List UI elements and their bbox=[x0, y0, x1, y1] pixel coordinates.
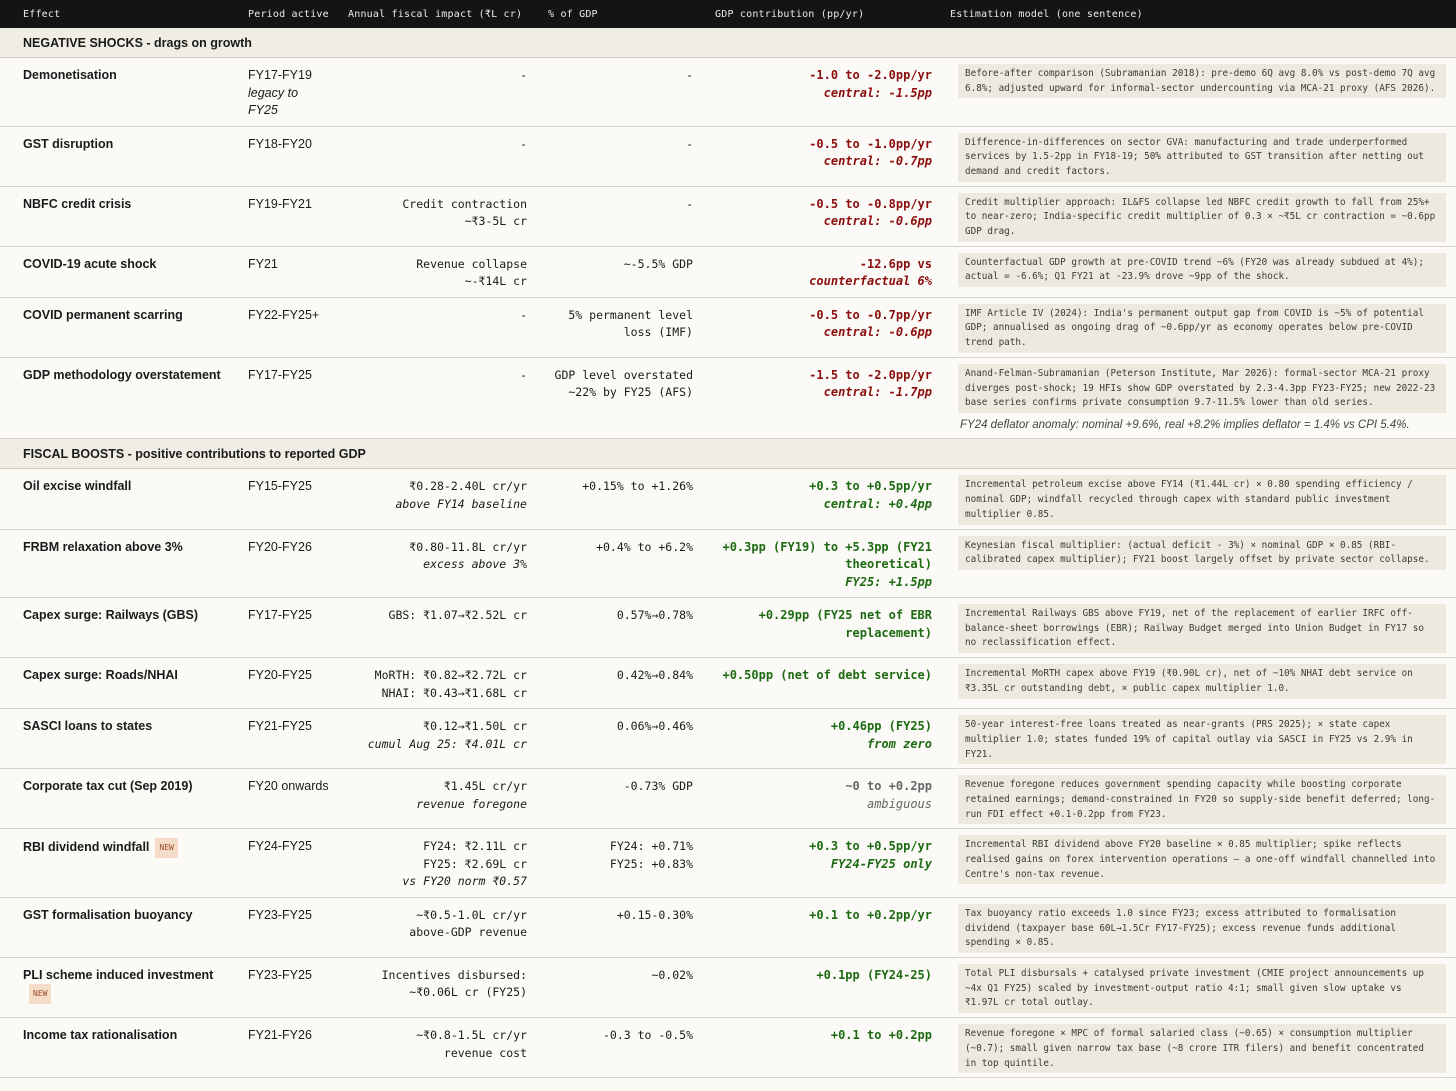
impact-note: ~-₹14L cr bbox=[464, 274, 527, 289]
period-text: FY20-FY25 bbox=[248, 668, 312, 683]
period-note: legacy to FY25 bbox=[248, 85, 299, 117]
new-badge: NEW bbox=[29, 984, 51, 1004]
impact-cell bbox=[337, 957, 537, 1017]
model-cell bbox=[940, 58, 1456, 127]
estimation-model-text: Credit multiplier approach: IL&FS collapse led NBFC credit growth to fall from 25%+ to near-zero; India-specific credit multiplier of 0.3 × ~₹5L cr contraction = ~0.6pp GDP drag. bbox=[958, 193, 1446, 242]
model-cell bbox=[940, 357, 1456, 439]
impact-cell bbox=[337, 297, 537, 357]
model-cell bbox=[940, 469, 1456, 529]
period-cell bbox=[237, 658, 337, 709]
period-cell bbox=[237, 246, 337, 297]
model-cell bbox=[940, 246, 1456, 297]
impact-cell bbox=[337, 709, 537, 769]
table-row bbox=[0, 469, 1456, 529]
gdp-contribution-cell bbox=[703, 658, 940, 709]
period-text: FY22-FY25+ bbox=[248, 307, 320, 322]
estimation-model-text: Incremental MoRTH capex above FY19 (₹0.90L cr), net of ~10% NHAI debt service on ₹3.35L cr outstanding debt, × public capex multiplier 1.0. bbox=[958, 664, 1446, 698]
gdp-contribution-value: +0.50pp (net of debt service) bbox=[722, 668, 932, 683]
impact-value: Incentives disbursed: bbox=[381, 967, 527, 982]
gdp-contribution-value: +0.1 to +0.2pp bbox=[830, 1028, 932, 1043]
section-header bbox=[0, 439, 1456, 469]
period-text: FY15-FY25 bbox=[248, 479, 312, 494]
impact-cell bbox=[337, 829, 537, 898]
period-text: FY20-FY26 bbox=[248, 539, 312, 554]
section-title: NEGATIVE SHOCKS - drags on growth bbox=[0, 28, 1456, 58]
impact-value: ₹0.80-11.8L cr/yr bbox=[409, 539, 527, 554]
pct-gdp-cell bbox=[537, 897, 703, 957]
pct-gdp-value: 0.57%→0.78% bbox=[616, 608, 693, 623]
impact-value: ₹0.28-2.40L cr/yr bbox=[409, 479, 527, 494]
deflator-note: FY24 deflator anomaly: nominal +9.6%, real +8.2% implies deflator = 1.4% vs CPI 5.4%. bbox=[960, 418, 1410, 431]
estimation-model-text: Tax buoyancy ratio exceeds 1.0 since FY23; excess attributed to formalisation dividend (taxpayer base 60L→1.5Cr FY17-FY25); excess revenue funds additional spending × 0.85. bbox=[958, 904, 1446, 953]
gdp-contribution-cell bbox=[703, 246, 940, 297]
period-cell bbox=[237, 357, 337, 439]
pct-gdp-cell bbox=[537, 246, 703, 297]
pct-gdp-value: - bbox=[686, 68, 693, 82]
pct-gdp-cell bbox=[537, 357, 703, 439]
table-row bbox=[0, 769, 1456, 829]
new-badge: NEW bbox=[155, 838, 177, 858]
gdp-contribution-cell bbox=[703, 829, 940, 898]
effect-cell bbox=[0, 126, 237, 186]
gdp-contribution-cell bbox=[703, 297, 940, 357]
model-cell bbox=[940, 529, 1456, 598]
estimation-model-text: Counterfactual GDP growth at pre-COVID trend ~6% (FY20 was already subdued at 4%); actual = -6.6%; Q1 FY21 at -23.9% drove ~9pp of the shock. bbox=[958, 253, 1446, 287]
effect-name: Corporate tax cut (Sep 2019) bbox=[23, 779, 193, 794]
effect-cell bbox=[0, 469, 237, 529]
gdp-contribution-cell bbox=[703, 897, 940, 957]
period-text: FY19-FY21 bbox=[248, 196, 312, 211]
gdp-contribution-note: ambiguous bbox=[866, 796, 932, 811]
estimation-model-text: Anand-Felman-Subramanian (Peterson Institute, Mar 2026): formal-sector MCA-21 proxy diverges post-shock; 19 HFIs show GDP overstated by 2.3-4.3pp FY23-FY25; new 2022-23 base series confirms private consumption 9.7-11.5% lower than old series. bbox=[958, 364, 1446, 413]
estimation-model-text: 50-year interest-free loans treated as near-grants (PRS 2025); × state capex multiplier 1.0; states funded 19% of capital outlay via SASCI in FY25 vs 2.9% in FY21. bbox=[958, 715, 1446, 764]
gdp-contribution-value: +0.3pp (FY19) to +5.3pp (FY21 theoretical) bbox=[722, 539, 932, 572]
period-text: FY17-FY25 bbox=[248, 367, 312, 382]
pct-gdp-value: 0.06%→0.46% bbox=[616, 719, 693, 734]
gdp-contribution-value: +0.46pp (FY25) bbox=[830, 719, 932, 734]
impact-value: ₹1.45L cr/yr bbox=[443, 779, 527, 794]
effect-name: COVID permanent scarring bbox=[23, 307, 183, 322]
effect-cell bbox=[0, 357, 237, 439]
gdp-contribution-value: ~0 to +0.2pp bbox=[845, 779, 932, 794]
period-cell bbox=[237, 709, 337, 769]
model-cell bbox=[940, 709, 1456, 769]
gdp-contribution-note: FY24-FY25 only bbox=[830, 856, 932, 871]
estimation-model-text: Total PLI disbursals + catalysed private investment (CMIE project announcements up ~4x Q1 FY25) scaled by investment-output ratio 4:1; small given slow uptake vs ₹1.97L cr total outlay. bbox=[958, 964, 1446, 1013]
effect-name: GST disruption bbox=[23, 136, 114, 151]
period-text: FY17-FY19 bbox=[248, 68, 312, 82]
estimation-model-text: IMF Article IV (2024): India's permanent output gap from COVID is ~5% of potential GDP; annualised as ongoing drag of ~0.6pp/yr as economy operates below pre-COVID trend path. bbox=[958, 304, 1446, 353]
gdp-contribution-note: central: +0.4pp bbox=[823, 496, 932, 511]
pct-gdp-value: +0.4% to +6.2% bbox=[596, 539, 693, 554]
pct-gdp-cell bbox=[537, 186, 703, 246]
effect-cell bbox=[0, 58, 237, 127]
effect-cell bbox=[0, 598, 237, 658]
section-header bbox=[0, 28, 1456, 58]
period-cell bbox=[237, 297, 337, 357]
impact-note: cumul Aug 25: ₹4.01L cr bbox=[367, 736, 527, 751]
col-gdp-contribution: GDP contribution (pp/yr) bbox=[703, 0, 940, 28]
gdp-contribution-note: central: -0.6pp bbox=[823, 214, 932, 229]
effect-cell bbox=[0, 529, 237, 598]
table-row bbox=[0, 357, 1456, 439]
pct-gdp-value: GDP level overstated ~22% by FY25 (AFS) bbox=[554, 367, 693, 400]
pct-gdp-value: +0.15% to +1.26% bbox=[582, 479, 693, 494]
gdp-contribution-value: -0.5 to -1.0pp/yr bbox=[809, 136, 932, 151]
model-cell bbox=[940, 897, 1456, 957]
gdp-contribution-value: +0.29pp (FY25 net of EBR replacement) bbox=[758, 608, 932, 640]
model-cell bbox=[940, 769, 1456, 829]
period-text: FY23-FY25 bbox=[248, 907, 312, 922]
pct-gdp-cell bbox=[537, 58, 703, 127]
gdp-contribution-cell bbox=[703, 186, 940, 246]
pct-gdp-value: FY24: +0.71% bbox=[609, 839, 693, 854]
table-row bbox=[0, 829, 1456, 898]
effect-name: COVID-19 acute shock bbox=[23, 256, 157, 271]
period-cell bbox=[237, 1018, 337, 1078]
effect-name: SASCI loans to states bbox=[23, 719, 153, 734]
impact-cell bbox=[337, 897, 537, 957]
model-cell bbox=[940, 957, 1456, 1017]
pct-gdp-cell bbox=[537, 709, 703, 769]
effect-cell bbox=[0, 829, 237, 898]
gdp-contribution-value: +0.1 to +0.2pp/yr bbox=[809, 907, 932, 922]
gdp-contribution-note: central: -1.5pp bbox=[823, 85, 932, 100]
gdp-contribution-cell bbox=[703, 957, 940, 1017]
impact-value: ~₹0.8-1.5L cr/yr bbox=[416, 1028, 527, 1043]
table-row bbox=[0, 246, 1456, 297]
impact-value: - bbox=[520, 307, 527, 322]
impact-note: revenue cost bbox=[443, 1045, 527, 1060]
model-cell bbox=[940, 186, 1456, 246]
impact-cell bbox=[337, 126, 537, 186]
col-period: Period active bbox=[237, 0, 337, 28]
gdp-contribution-value: -1.5 to -2.0pp/yr bbox=[809, 367, 932, 382]
gdp-contribution-cell bbox=[703, 469, 940, 529]
pct-gdp-value: ~-5.5% GDP bbox=[623, 256, 693, 271]
pct-gdp-cell bbox=[537, 469, 703, 529]
gdp-contribution-cell bbox=[703, 769, 940, 829]
pct-gdp-cell bbox=[537, 598, 703, 658]
period-text: FY21 bbox=[248, 256, 278, 271]
model-cell bbox=[940, 829, 1456, 898]
period-cell bbox=[237, 186, 337, 246]
effect-cell bbox=[0, 897, 237, 957]
pct-gdp-cell bbox=[537, 957, 703, 1017]
impact-cell bbox=[337, 357, 537, 439]
impact-value: - bbox=[520, 136, 527, 151]
pct-gdp-cell bbox=[537, 297, 703, 357]
period-cell bbox=[237, 598, 337, 658]
impact-value: ₹0.12→₹1.50L cr bbox=[423, 719, 527, 734]
table-row bbox=[0, 297, 1456, 357]
period-cell bbox=[237, 469, 337, 529]
gdp-contribution-cell bbox=[703, 126, 940, 186]
gdp-contribution-cell bbox=[703, 357, 940, 439]
col-effect: Effect bbox=[0, 0, 237, 28]
effect-name: Capex surge: Railways (GBS) bbox=[23, 608, 199, 623]
table-row bbox=[0, 186, 1456, 246]
effect-name: Income tax rationalisation bbox=[23, 1028, 178, 1043]
impact-value: - bbox=[520, 367, 527, 382]
period-text: FY24-FY25 bbox=[248, 839, 312, 854]
gdp-contribution-value: +0.3 to +0.5pp/yr bbox=[809, 839, 932, 854]
pct-gdp-value: -0.73% GDP bbox=[623, 779, 693, 794]
period-text: FY18-FY20 bbox=[248, 136, 312, 151]
impact-cell bbox=[337, 186, 537, 246]
impact-cell bbox=[337, 598, 537, 658]
gdp-contribution-value: -1.0 to -2.0pp/yr bbox=[809, 68, 932, 82]
gdp-contribution-value: +0.3 to +0.5pp/yr bbox=[809, 479, 932, 494]
period-text: FY23-FY25 bbox=[248, 967, 312, 982]
pct-gdp-value: +0.15-0.30% bbox=[616, 907, 693, 922]
model-cell bbox=[940, 297, 1456, 357]
table-row bbox=[0, 658, 1456, 709]
gdp-contribution-cell bbox=[703, 1018, 940, 1078]
gdp-contribution-cell bbox=[703, 529, 940, 598]
effect-cell bbox=[0, 1018, 237, 1078]
gdp-contribution-note: central: -1.7pp bbox=[823, 385, 932, 400]
period-text: FY21-FY26 bbox=[248, 1028, 312, 1043]
period-cell bbox=[237, 58, 337, 127]
model-cell bbox=[940, 658, 1456, 709]
effect-cell bbox=[0, 658, 237, 709]
pct-gdp-value-2: FY25: +0.83% bbox=[609, 856, 693, 871]
estimation-model-text: Incremental Railways GBS above FY19, net of the replacement of earlier IRFC off-balance-sheet borrowings (EBR); Railway Budget merged into Union Budget in FY17 so no reclassification effect. bbox=[958, 604, 1446, 653]
impact-note: ~₹0.06L cr (FY25) bbox=[409, 985, 527, 1000]
pct-gdp-cell bbox=[537, 529, 703, 598]
gdp-contribution-value: -0.5 to -0.7pp/yr bbox=[809, 307, 932, 322]
impact-value: Credit contraction bbox=[402, 196, 527, 211]
pct-gdp-value: 0.42%→0.84% bbox=[616, 668, 693, 683]
impact-value-2: FY25: ₹2.69L cr bbox=[423, 856, 527, 871]
effect-name: NBFC credit crisis bbox=[23, 196, 132, 211]
impact-note: revenue foregone bbox=[416, 796, 527, 811]
gdp-contribution-note: counterfactual 6% bbox=[809, 274, 932, 289]
impact-value: Revenue collapse bbox=[416, 256, 527, 271]
period-text: FY20 onwards bbox=[248, 779, 329, 794]
effect-cell bbox=[0, 709, 237, 769]
gdp-contribution-note: from zero bbox=[866, 736, 932, 751]
effect-name: FRBM relaxation above 3% bbox=[23, 539, 183, 554]
effect-name: Capex surge: Roads/NHAI bbox=[23, 668, 178, 683]
pct-gdp-cell bbox=[537, 829, 703, 898]
pct-gdp-value: - bbox=[686, 136, 693, 151]
gdp-contribution-cell bbox=[703, 709, 940, 769]
effect-name: Demonetisation bbox=[23, 68, 117, 82]
estimation-model-text: Before-after comparison (Subramanian 2018): pre-demo 6Q avg 8.0% vs post-demo 7Q avg 6.8%; adjusted upward for informal-sector undercounting via MCA-21 proxy (AFS 2026). bbox=[958, 64, 1446, 98]
pct-gdp-cell bbox=[537, 658, 703, 709]
impact-value: FY24: ₹2.11L cr bbox=[423, 839, 527, 854]
effect-name: Oil excise windfall bbox=[23, 479, 132, 494]
gdp-contribution-cell bbox=[703, 598, 940, 658]
period-text: FY21-FY25 bbox=[248, 719, 312, 734]
estimation-model-text: Keynesian fiscal multiplier: (actual deficit - 3%) × nominal GDP × 0.85 (RBI-calibrated capex multiplier); FY21 boost largely offset by private sector collapse. bbox=[958, 536, 1446, 570]
model-cell bbox=[940, 126, 1456, 186]
impact-value: GBS: ₹1.07→₹2.52L cr bbox=[388, 608, 527, 623]
effect-cell bbox=[0, 186, 237, 246]
period-cell bbox=[237, 529, 337, 598]
period-cell bbox=[237, 897, 337, 957]
estimation-model-text: Revenue foregone × MPC of formal salaried class (~0.65) × consumption multiplier (~0.7); small given narrow tax base (~8 crore ITR filers) and benefit concentrated in top quintile. bbox=[958, 1024, 1446, 1073]
period-cell bbox=[237, 957, 337, 1017]
effect-cell bbox=[0, 297, 237, 357]
impact-cell bbox=[337, 1018, 537, 1078]
estimation-model-text: Difference-in-differences on sector GVA: manufacturing and trade underperformed services by 1.5-2pp in FY18-19; 50% attributed to GST transition after netting out demand and credit factors. bbox=[958, 133, 1446, 182]
col-pct-gdp: % of GDP bbox=[537, 0, 703, 28]
model-cell bbox=[940, 1018, 1456, 1078]
estimation-model-text: Incremental RBI dividend above FY20 baseline × 0.85 multiplier; spike reflects realised gains on forex intervention operations — a one-off windfall channelled into Centre's non-tax revenue. bbox=[958, 835, 1446, 884]
table-row bbox=[0, 957, 1456, 1017]
pct-gdp-value: -0.3 to -0.5% bbox=[602, 1028, 693, 1043]
effect-cell bbox=[0, 246, 237, 297]
col-impact: Annual fiscal impact (₹L cr) bbox=[337, 0, 537, 28]
pct-gdp-cell bbox=[537, 1018, 703, 1078]
gdp-contribution-cell bbox=[703, 58, 940, 127]
impact-cell bbox=[337, 469, 537, 529]
period-cell bbox=[237, 829, 337, 898]
impact-cell bbox=[337, 58, 537, 127]
pct-gdp-cell bbox=[537, 126, 703, 186]
gdp-contribution-note: central: -0.7pp bbox=[823, 154, 932, 168]
col-model: Estimation model (one sentence) bbox=[940, 0, 1456, 28]
impact-note: ~₹3-5L cr bbox=[464, 214, 527, 229]
period-cell bbox=[237, 126, 337, 186]
estimation-model-text: Incremental petroleum excise above FY14 (₹1.44L cr) × 0.80 spending efficiency / nominal GDP; windfall recycled through capex with standard public investment multiplier 0.85. bbox=[958, 475, 1446, 524]
section-title: FISCAL BOOSTS - positive contributions to reported GDP bbox=[0, 439, 1456, 469]
effect-cell bbox=[0, 769, 237, 829]
table-row bbox=[0, 529, 1456, 598]
impact-note: above-GDP revenue bbox=[409, 925, 527, 940]
impact-note: NHAI: ₹0.43→₹1.68L cr bbox=[381, 685, 527, 700]
model-cell bbox=[940, 598, 1456, 658]
header-row bbox=[0, 0, 1456, 28]
impact-value: - bbox=[520, 68, 527, 82]
table-row bbox=[0, 126, 1456, 186]
impact-note: vs FY20 norm ₹0.57 bbox=[402, 874, 527, 889]
gdp-contribution-note: FY25: +1.5pp bbox=[845, 574, 932, 589]
pct-gdp-cell bbox=[537, 769, 703, 829]
gdp-contribution-value: -0.5 to -0.8pp/yr bbox=[809, 196, 932, 211]
impact-cell bbox=[337, 658, 537, 709]
impact-cell bbox=[337, 246, 537, 297]
effect-name: GST formalisation buoyancy bbox=[23, 907, 193, 922]
table-row bbox=[0, 58, 1456, 127]
pct-gdp-value: ~0.02% bbox=[651, 967, 693, 982]
impact-value: ~₹0.5-1.0L cr/yr bbox=[416, 907, 527, 922]
effect-name: RBI dividend windfall bbox=[23, 840, 150, 855]
effect-name: GDP methodology overstatement bbox=[23, 367, 221, 382]
period-cell bbox=[237, 769, 337, 829]
table-row bbox=[0, 897, 1456, 957]
table-row bbox=[0, 709, 1456, 769]
gdp-contribution-value: +0.1pp (FY24-25) bbox=[816, 967, 932, 982]
gdp-contribution-value: -12.6pp vs bbox=[859, 256, 932, 271]
estimation-model-text: Revenue foregone reduces government spending capacity while boosting corporate retained earnings; demand-constrained in FY20 so supply-side benefit deferred; long-run FDI effect +0.1-0.2pp from FY23. bbox=[958, 775, 1446, 824]
period-text: FY17-FY25 bbox=[248, 608, 312, 623]
impact-note: excess above 3% bbox=[423, 557, 527, 572]
table-row bbox=[0, 1018, 1456, 1078]
table-row bbox=[0, 598, 1456, 658]
impact-cell bbox=[337, 529, 537, 598]
impact-value: MoRTH: ₹0.82→₹2.72L cr bbox=[374, 668, 527, 683]
gdp-contribution-note: central: -0.6pp bbox=[823, 325, 932, 340]
impact-cell bbox=[337, 769, 537, 829]
effect-name: PLI scheme induced investment bbox=[23, 967, 214, 982]
effect-cell bbox=[0, 957, 237, 1017]
impact-note: above FY14 baseline bbox=[395, 496, 527, 511]
pct-gdp-value: - bbox=[686, 196, 693, 211]
pct-gdp-value: 5% permanent level loss (IMF) bbox=[568, 307, 693, 340]
